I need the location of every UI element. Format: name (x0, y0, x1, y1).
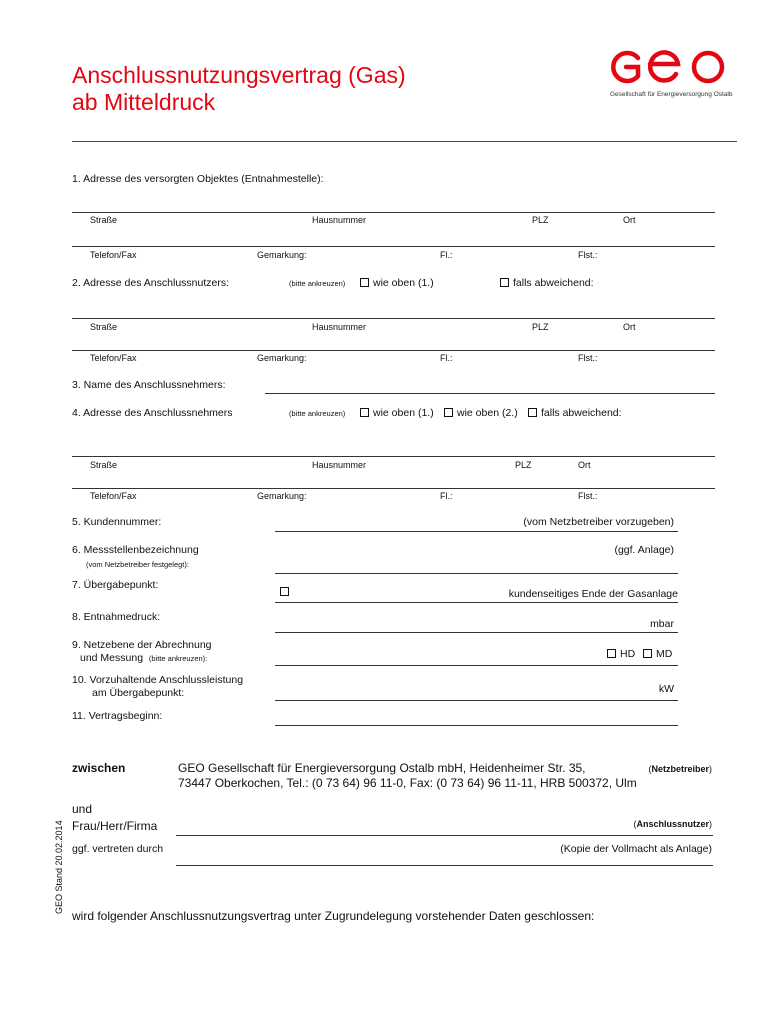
line-7 (275, 602, 678, 603)
section-2-option-2[interactable]: falls abweichend: (500, 277, 594, 289)
section-11-label: 11. Vertragsbeginn: (72, 710, 163, 722)
page-title-line2: ab Mitteldruck (72, 89, 216, 115)
section-7-label: 7. Übergabepunkt: (72, 579, 159, 591)
und-label: und (72, 802, 93, 816)
vollmacht-note: (Kopie der Vollmacht als Anlage) (560, 843, 712, 855)
field-hausnummer: Hausnummer (312, 215, 367, 225)
field-hausnummer: Hausnummer (312, 322, 367, 332)
section-4-option-2[interactable]: wie oben (2.) (444, 407, 518, 419)
line-10[interactable] (275, 700, 678, 701)
company-line-2: 73447 Oberkochen, Tel.: (0 73 64) 96 11-0, Fax: (0 73 64) 96 11-11, HRB 500372, Ulm (178, 776, 637, 790)
line-11[interactable] (275, 725, 678, 726)
field-strasse: Straße (90, 322, 118, 332)
section-7-checkbox[interactable] (280, 586, 293, 598)
geo-logo-icon (608, 46, 728, 88)
stand-label: GEO Stand 20.02.2014 (54, 820, 64, 914)
section-9-option-hd[interactable]: HD (607, 648, 635, 660)
field-fl: Fl.: (440, 491, 453, 501)
section-9-label-2: und Messung (bitte ankreuzen): (80, 652, 208, 664)
section-2-label: 2. Adresse des Anschlussnutzers: (72, 277, 230, 289)
field-hausnummer: Hausnummer (312, 460, 367, 470)
checkbox-icon[interactable] (444, 408, 453, 417)
line-2a (72, 318, 715, 319)
checkbox-icon[interactable] (360, 278, 369, 287)
line-9 (275, 665, 678, 666)
section-5-label: 5. Kundennummer: (72, 516, 162, 528)
checkbox-icon[interactable] (643, 649, 652, 658)
field-telefon: Telefon/Fax (90, 250, 137, 260)
section-8-label: 8. Entnahmedruck: (72, 611, 161, 623)
field-fl: Fl.: (440, 353, 453, 363)
field-ort: Ort (623, 215, 636, 225)
field-gemarkung: Gemarkung: (257, 250, 307, 260)
field-gemarkung: Gemarkung: (257, 353, 307, 363)
section-2-hint: (bitte ankreuzen) (289, 279, 346, 288)
section-10-label-2: am Übergabepunkt: (92, 687, 185, 699)
page-title-line1: Anschlussnutzungsvertrag (Gas) (72, 62, 406, 88)
section-2-option-1[interactable]: wie oben (1.) (360, 277, 434, 289)
field-strasse: Straße (90, 460, 118, 470)
field-flst: Flst.: (578, 491, 598, 501)
line-2b (72, 350, 715, 351)
checkbox-icon[interactable] (528, 408, 537, 417)
field-plz: PLZ (515, 460, 532, 470)
field-telefon: Telefon/Fax (90, 491, 137, 501)
zwischen-label: zwischen (72, 761, 126, 775)
line-nutzer[interactable] (176, 835, 713, 836)
closing-sentence: wird folgender Anschlussnutzungsvertrag unter Zugrundelegung vorstehender Daten geschlossen: (72, 909, 595, 923)
field-gemarkung: Gemarkung: (257, 491, 307, 501)
section-8-unit: mbar (650, 618, 674, 630)
vertreten-label: ggf. vertreten durch (72, 843, 164, 855)
checkbox-icon[interactable] (607, 649, 616, 658)
section-10-label-1: 10. Vorzuhaltende Anschlussleistung (72, 674, 244, 686)
field-flst: Flst.: (578, 250, 598, 260)
section-1-label: 1. Adresse des versorgten Objektes (Entnahmestelle): (72, 173, 324, 185)
line-3[interactable] (265, 393, 715, 394)
line-1a (72, 212, 715, 213)
section-9-option-md[interactable]: MD (643, 648, 672, 660)
field-flst: Flst.: (578, 353, 598, 363)
section-6-sub: (vom Netzbetreiber festgelegt): (86, 560, 189, 569)
section-4-option-3[interactable]: falls abweichend: (528, 407, 622, 419)
field-ort: Ort (578, 460, 591, 470)
section-6-label: 6. Messstellenbezeichnung (72, 544, 199, 556)
company-line-1: GEO Gesellschaft für Energieversorgung Ostalb mbH, Heidenheimer Str. 35, (178, 761, 586, 775)
field-telefon: Telefon/Fax (90, 353, 137, 363)
company-role: (Netzbetreiber) (648, 764, 712, 774)
checkbox-icon[interactable] (360, 408, 369, 417)
checkbox-icon[interactable] (280, 587, 289, 596)
section-4-label: 4. Adresse des Anschlussnehmers (72, 407, 233, 419)
field-ort: Ort (623, 322, 636, 332)
logo-subtitle: Gesellschaft für Energieversorgung Ostalb (610, 91, 733, 98)
section-7-option: kundenseitiges Ende der Gasanlage (508, 588, 678, 600)
section-3-label: 3. Name des Anschlussnehmers: (72, 379, 226, 391)
section-4-option-1[interactable]: wie oben (1.) (360, 407, 434, 419)
field-fl: Fl.: (440, 250, 453, 260)
section-4-hint: (bitte ankreuzen) (289, 409, 346, 418)
geo-logo (608, 46, 733, 98)
line-6[interactable] (275, 573, 678, 574)
section-5-note: (vom Netzbetreiber vorzugeben) (523, 516, 674, 528)
line-4a (72, 456, 715, 457)
line-4b (72, 488, 715, 489)
section-9-label-1: 9. Netzebene der Abrechnung (72, 639, 212, 651)
section-6-note: (ggf. Anlage) (614, 544, 674, 556)
line-5[interactable] (275, 531, 678, 532)
field-plz: PLZ (532, 322, 549, 332)
nutzer-role: (Anschlussnutzer) (633, 819, 712, 829)
field-strasse: Straße (90, 215, 118, 225)
field-plz: PLZ (532, 215, 549, 225)
frau-herr-firma-label: Frau/Herr/Firma (72, 819, 158, 833)
line-1b (72, 246, 715, 247)
checkbox-icon[interactable] (500, 278, 509, 287)
line-vertreten[interactable] (176, 865, 713, 866)
title-divider (72, 141, 737, 142)
section-10-unit: kW (658, 683, 674, 695)
line-8[interactable] (275, 632, 678, 633)
